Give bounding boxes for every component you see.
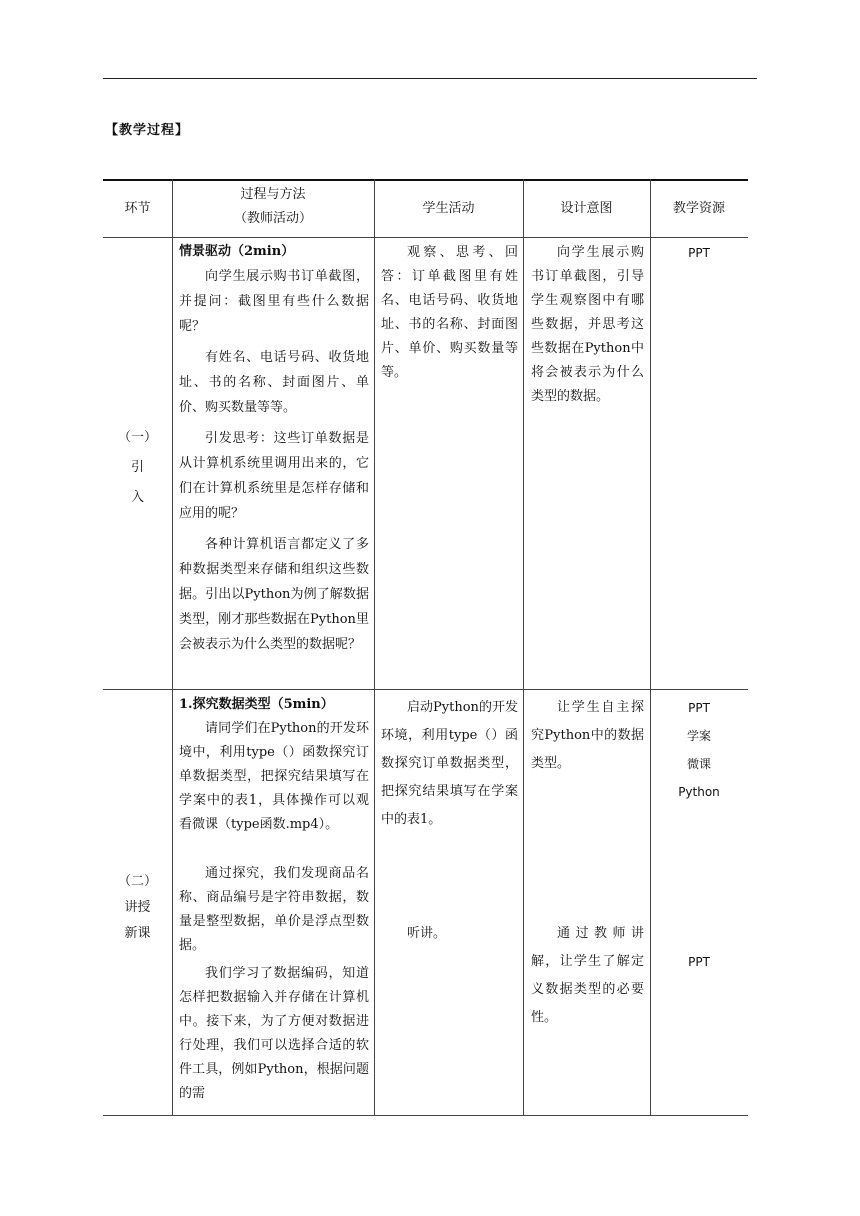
- header-stage: 环节: [124, 201, 151, 216]
- design-intent-text: 通过教师讲解，让学生了解定义数据类型的必要性。: [531, 926, 644, 1025]
- stage-cell: （一） 引 入: [117, 430, 157, 505]
- header-student-activity: 学生活动: [422, 201, 475, 216]
- design-intent-text: 向学生展示购书订单截图，引导学生观察图中有哪些数据，并思考这些数据在Python中将会被表示为什么类型的数据。: [531, 245, 644, 404]
- header-rule: [103, 78, 757, 79]
- column-divider: [374, 179, 375, 1116]
- student-activity-text: 观察、思考、回答：订单截图里有姓名、电话号码、收货地址、书的名称、封面图片、单价、购买数量等等。: [381, 245, 518, 380]
- header-resources: 教学资源: [672, 201, 725, 216]
- process-paragraph: 各种计算机语言都定义了多种数据类型来存储和组织这些数据。引出以Python为例了解数据类型，刚才那些数据在Python里会被表示为什么类型的数据呢？: [179, 537, 369, 652]
- column-divider: [172, 179, 173, 1116]
- process-cell: [179, 239, 369, 657]
- student-activity-text: 启动Python的开发环境，利用type（）函数探究订单数据类型，把探究结果填写在学案中的表1。: [381, 700, 518, 827]
- process-title: 1.探究数据类型（5min）: [179, 697, 334, 712]
- process-paragraph: 引发思考：这些订单数据是从计算机系统里调用出来的，它们在计算机系统里是怎样存储和应用的呢？: [179, 431, 369, 521]
- student-activity-text: 听讲。: [407, 926, 447, 941]
- resources-cell: PPT: [688, 955, 710, 969]
- process-paragraph: 通过探究，我们发现商品名称、商品编号是字符串数据，数量是整型数据，单价是浮点型数据。: [179, 866, 369, 953]
- student-activity-cell: [381, 694, 518, 834]
- process-paragraph: 有姓名、电话号码、收货地址、书的名称、封面图片、单价、购买数量等等。: [179, 350, 369, 415]
- student-activity-cell: [381, 920, 518, 948]
- resources-cell: PPT 学案 微课 Python: [678, 701, 720, 799]
- student-activity-cell: [381, 241, 518, 385]
- header-process-line2: （教师活动）: [233, 211, 312, 226]
- column-divider: [523, 179, 524, 1116]
- table-top-border: [103, 179, 748, 181]
- design-intent-text: 让学生自主探究Python中的数据类型。: [531, 700, 644, 771]
- resources-cell: PPT: [688, 246, 710, 260]
- header-process-line1: 过程与方法: [240, 187, 306, 202]
- header-row-border: [103, 237, 748, 238]
- section-title: 【教学过程】: [105, 123, 190, 138]
- design-intent-cell: [531, 241, 644, 409]
- process-paragraph: 向学生展示购书订单截图，并提问：截图里有些什么数据呢？: [179, 269, 369, 334]
- header-design-intent: 设计意图: [560, 201, 613, 216]
- process-paragraph: 请同学们在Python的开发环境中，利用type（）函数探究订单数据类型，把探究结果填写在学案中的表1，具体操作可以观看微课（type函数.mp4）。: [179, 721, 369, 832]
- process-title: 情景驱动（2min）: [179, 244, 295, 259]
- stage-cell: （二） 讲授 新课: [117, 874, 157, 941]
- design-intent-cell: [531, 694, 644, 778]
- row-divider: [103, 689, 748, 690]
- design-intent-cell: [531, 920, 644, 1032]
- process-paragraph: 我们学习了数据编码，知道怎样把数据输入并存储在计算机中。接下来，为了方便对数据进行处理，我们可以选择合适的软件工具，例如Python，根据问题的需: [179, 966, 369, 1101]
- process-cell: [179, 693, 369, 1106]
- table-bottom-border: [103, 1115, 748, 1116]
- header-process: [172, 183, 374, 231]
